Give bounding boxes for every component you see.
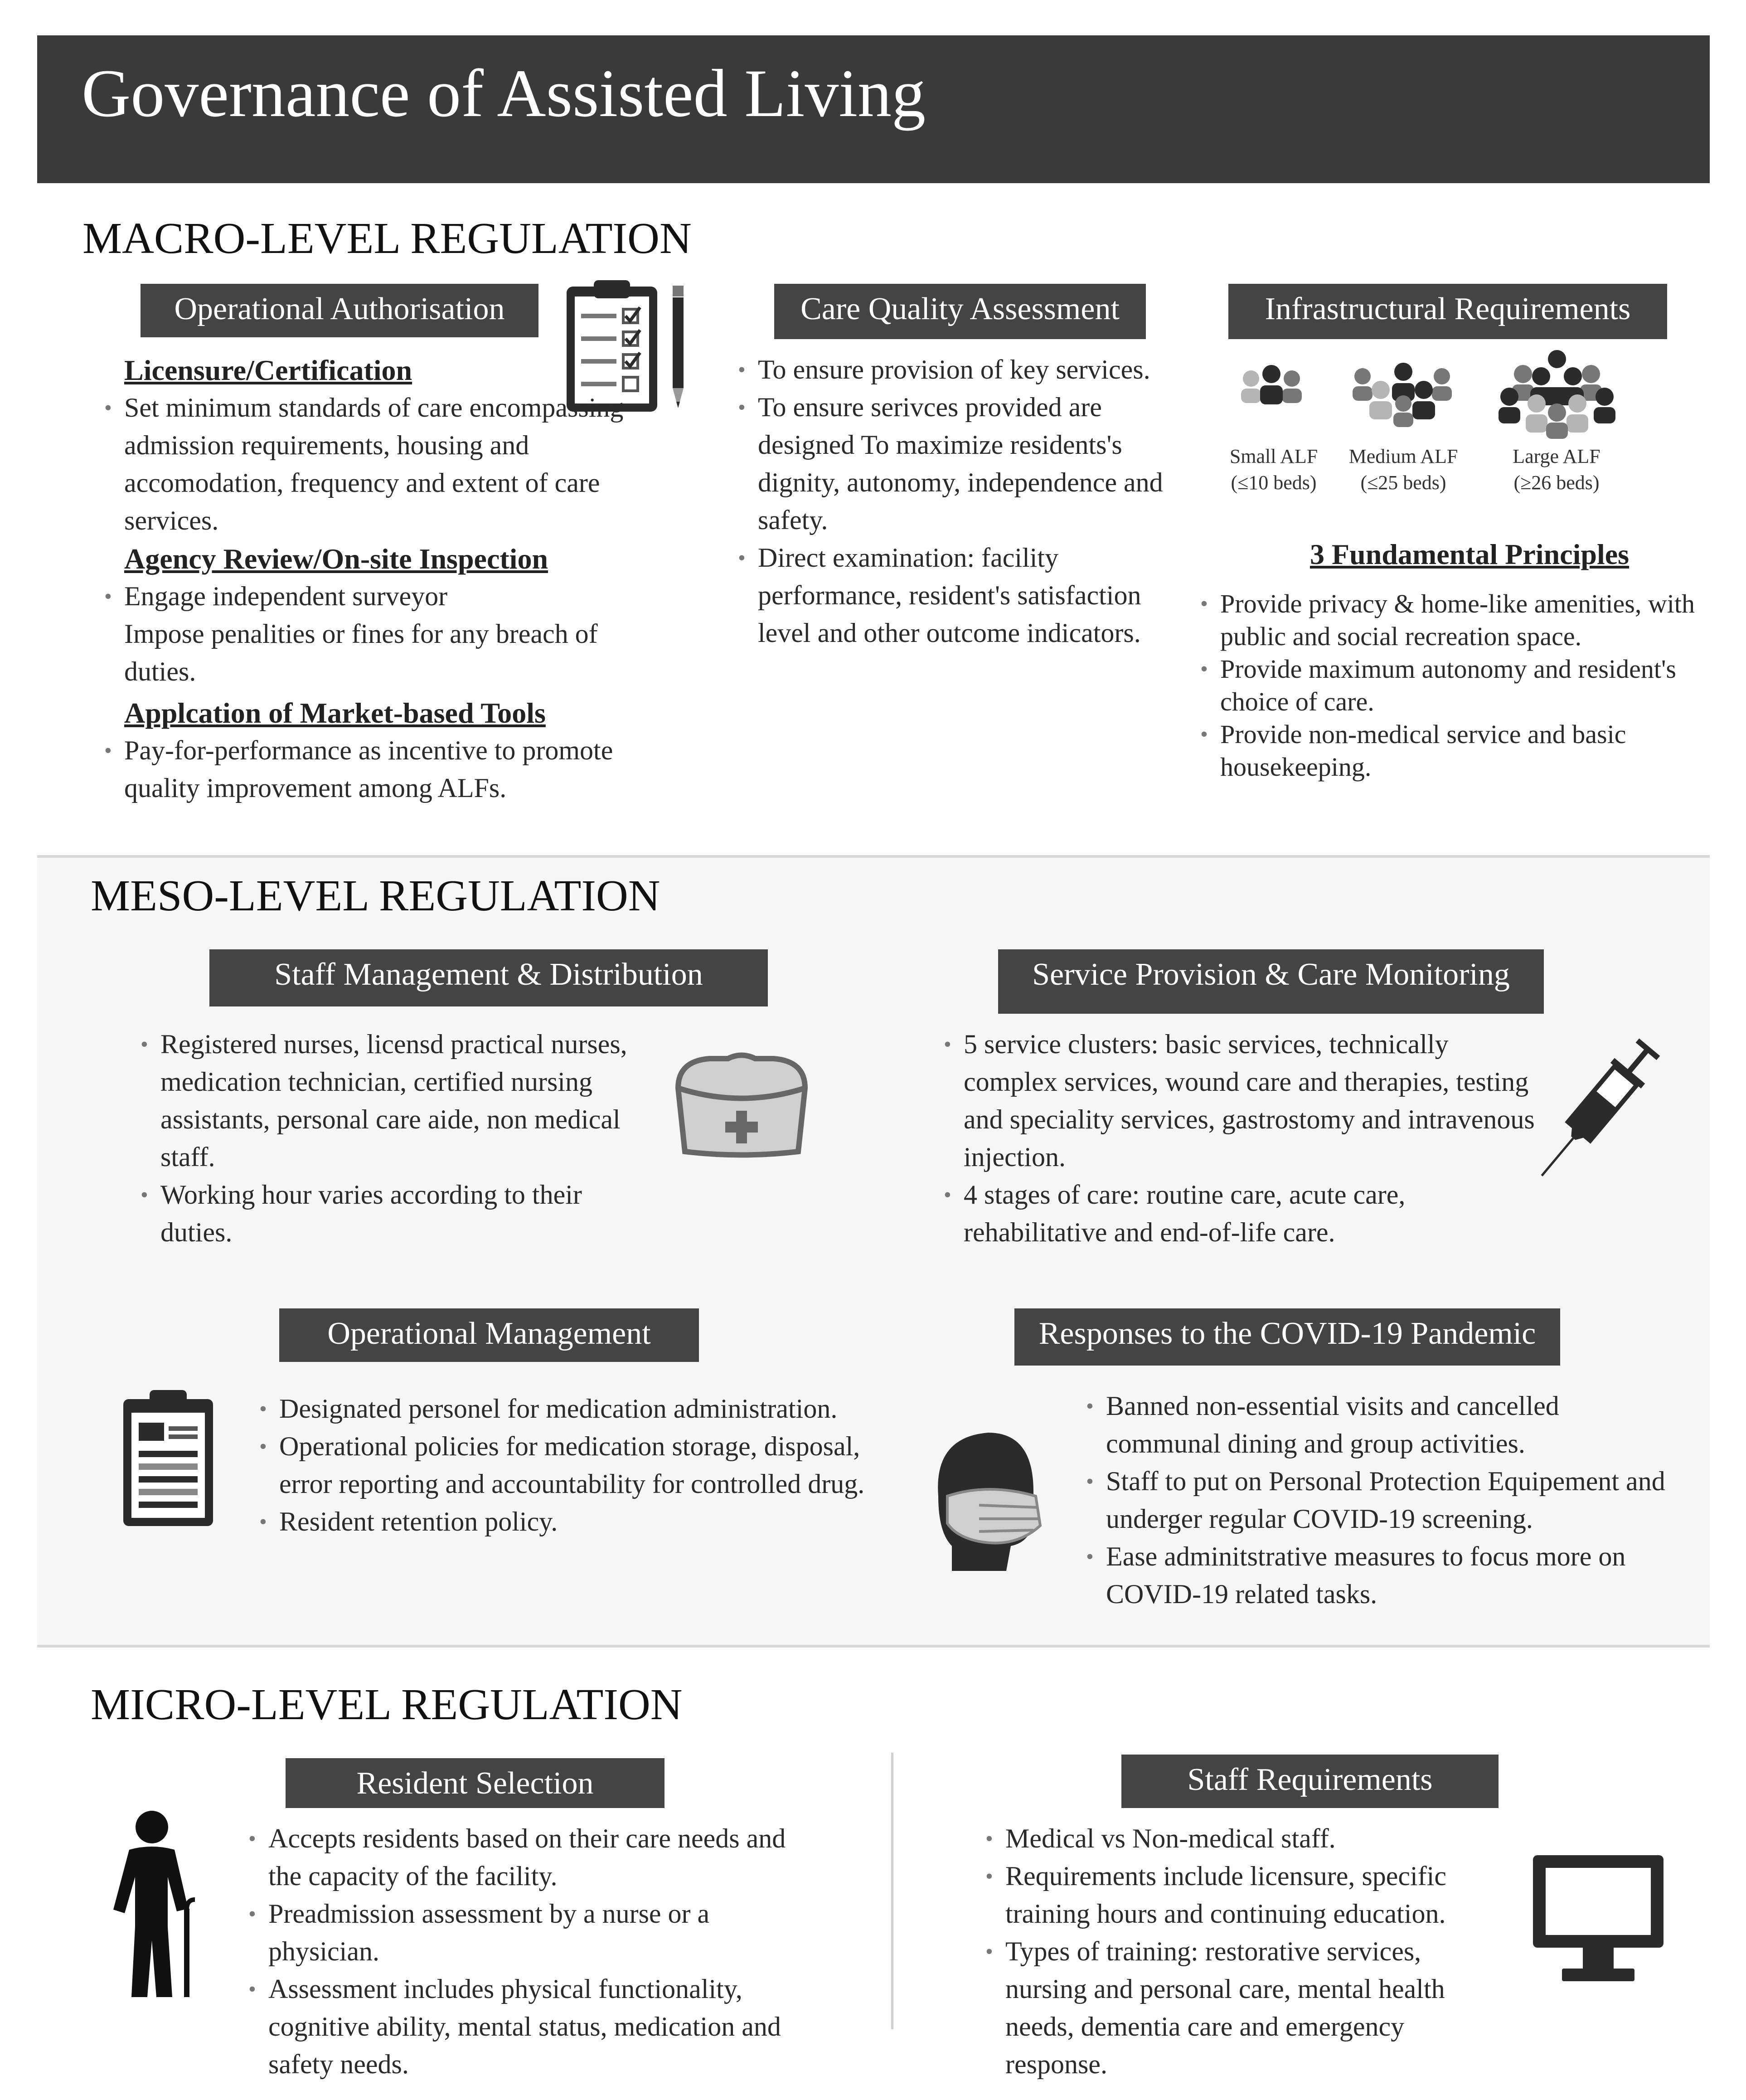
licensure-list: [104, 389, 648, 540]
covid-response-list: [1086, 1387, 1671, 1613]
list-item: • Ease adminitstrative measures to focus more on COVID-19 related tasks.: [1086, 1538, 1671, 1613]
list-item: • Banned non-essential visits and cancelled communal dining and group activities.: [1086, 1387, 1671, 1463]
pencil-icon: [669, 286, 687, 413]
people-group-icon: [1496, 349, 1618, 440]
list-item: • Provide maximum autonomy and resident's choice of care.: [1200, 653, 1703, 718]
list-item: • Set minimum standards of care encompassing admission requirements, housing and accomodation, frequency and extent of care services.: [104, 389, 648, 540]
list-item: • Staff to put on Personal Protection Equipement and underger regular COVID-19 screening.: [1086, 1463, 1671, 1538]
covid-response-header: Responses to the COVID-19 Pandemic: [1014, 1308, 1560, 1366]
list-item: • Designated personel for medication administration.: [259, 1390, 885, 1428]
list-item: • To ensure serivces provided are designed To maximize residents's dignity, autonomy, independence and safety.: [738, 389, 1196, 539]
people-group-icon: [1344, 358, 1462, 431]
list-item: • Accepts residents based on their care needs and the capacity of the facility.: [248, 1820, 820, 1895]
market-tools-subheading: Applcation of Market-based Tools: [124, 697, 546, 729]
list-item: • Engage independent surveyor: [104, 578, 648, 615]
list-item: • Provide non-medical service and basic housekeeping.: [1200, 718, 1703, 783]
list-item: • Registered nurses, licensd practical nurses, medication technician, certified nursing assistants, personal care aide, non medical staff.: [141, 1026, 653, 1176]
column-divider: [891, 1753, 893, 2029]
macro-level-title: MACRO-LEVEL REGULATION: [82, 214, 692, 263]
list-item: • Medical vs Non-medical staff.: [985, 1820, 1498, 1857]
principles-list: [1200, 588, 1703, 783]
medium-alf-label: Medium ALF (≤25 beds): [1348, 445, 1458, 494]
service-provision-list: [944, 1026, 1542, 1251]
agency-review-list: [104, 578, 648, 615]
infrastructure-header: Infrastructural Requirements: [1228, 284, 1667, 339]
market-tools-list: [104, 732, 666, 807]
operational-management-header: Operational Management: [279, 1308, 699, 1362]
list-item: • Working hour varies according to their duties.: [141, 1176, 653, 1251]
resident-selection-header: Resident Selection: [286, 1758, 664, 1808]
care-quality-list: [738, 351, 1196, 652]
care-quality-header: Care Quality Assessment: [774, 284, 1146, 339]
staff-requirements-header: Staff Requirements: [1121, 1755, 1499, 1808]
staff-management-list: [141, 1026, 653, 1251]
service-provision-header: Service Provision & Care Monitoring: [998, 949, 1544, 1014]
staff-requirements-list: [985, 1820, 1498, 2083]
computer-monitor-icon: [1530, 1852, 1666, 1984]
page-title: Governance of Assisted Living: [82, 56, 926, 131]
small-alf-label: Small ALF (≤10 beds): [1229, 445, 1318, 494]
list-item: • Pay-for-performance as incentive to promote quality improvement among ALFs.: [104, 732, 666, 807]
operational-authorisation-header: Operational Authorisation: [141, 284, 538, 337]
operational-management-list: [259, 1390, 885, 1541]
list-item: • Assessment includes physical functionality, cognitive ability, mental status, medication and safety needs.: [248, 1970, 820, 2083]
list-item: • Resident retention policy.: [259, 1503, 885, 1541]
clipboard-list-icon: [121, 1387, 216, 1528]
list-item: • Requirements include licensure, specific training hours and continuing education.: [985, 1857, 1498, 1933]
list-item: • To ensure provision of key services.: [738, 351, 1196, 389]
list-item: • 5 service clusters: basic services, technically complex services, wound care and therapies, testing and speciality services, gastrostomy and intravenous injection.: [944, 1026, 1542, 1176]
meso-level-title: MESO-LEVEL REGULATION: [91, 871, 660, 920]
staff-management-header: Staff Management & Distribution: [209, 949, 768, 1006]
resident-selection-list: [248, 1820, 820, 2083]
face-mask-icon: [925, 1428, 1043, 1573]
list-item: • Types of training: restorative services, nursing and personal care, mental health needs, dementia care and emergency response.: [985, 1933, 1498, 2083]
syringe-icon: [1537, 1025, 1664, 1188]
list-item: • Preadmission assessment by a nurse or a physician.: [248, 1895, 820, 1970]
agency-review-continuation: Impose penalities or fines for any breach of duties.: [124, 619, 598, 686]
licensure-subheading: Licensure/Certification: [124, 354, 412, 386]
large-alf-label: Large ALF (≥26 beds): [1513, 445, 1600, 494]
list-item: • Provide privacy & home-like amenities, with public and social recreation space.: [1200, 588, 1703, 653]
list-item: • Direct examination: facility performance, resident's satisfaction level and other outcome indicators.: [738, 539, 1196, 652]
people-group-icon: [1233, 360, 1314, 415]
principles-subheading: 3 Fundamental Principles: [1310, 538, 1630, 570]
list-item: • Operational policies for medication storage, disposal, error reporting and accountability for controlled drug.: [259, 1428, 885, 1503]
section-divider: [37, 1645, 1710, 1648]
nurse-cap-icon: [669, 1052, 814, 1156]
list-item: • 4 stages of care: routine care, acute care, rehabilitative and end-of-life care.: [944, 1176, 1542, 1251]
elderly-person-icon: [104, 1809, 209, 1999]
agency-review-subheading: Agency Review/On-site Inspection: [124, 543, 548, 575]
micro-level-title: MICRO-LEVEL REGULATION: [91, 1680, 683, 1729]
